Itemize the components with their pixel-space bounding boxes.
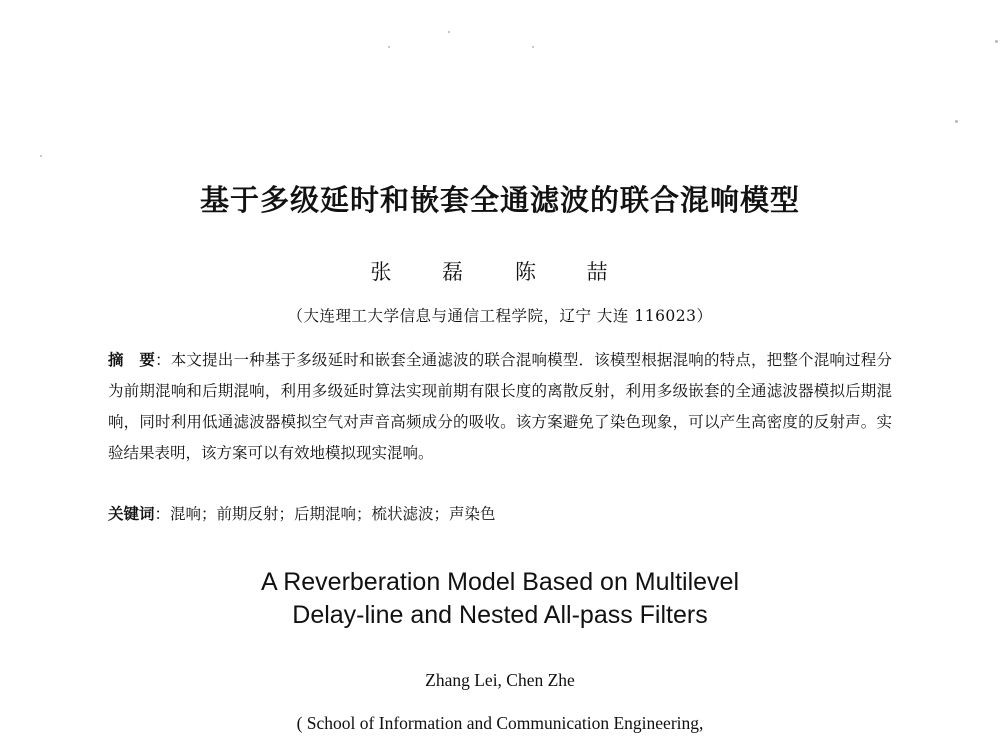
paper-title-cn: 基于多级延时和嵌套全通滤波的联合混响模型	[199, 183, 800, 217]
keywords-cn	[108, 499, 892, 530]
author-cn: 陈 喆	[515, 260, 630, 284]
scan-speck	[995, 40, 998, 43]
scan-speck	[40, 155, 42, 157]
abstract-text: 本文提出一种基于多级延时和嵌套全通滤波的联合混响模型．该模型根据混响的特点，把整个混响过程分为前期混响和后期混响，利用多级延时算法实现前期有限长度的离散反射，利用多级嵌套的全通滤波器模拟后期混响，同时利用低通滤波器模拟空气对声音高频成分的吸收。该方案避免了染色现象，可以产生高密度的反射声。实验结果表明，该方案可以有效地模拟现实混响。	[108, 351, 892, 462]
keywords-text: 混响；前期反射；后期混响；梳状滤波；声染色	[170, 505, 496, 523]
keywords-label: 关键词	[108, 505, 155, 523]
paper-title-en-line2: Delay-line and Nested All-pass Filters	[292, 601, 708, 629]
scan-speck	[532, 46, 534, 48]
author-cn: 张 磊	[370, 260, 485, 284]
affiliation-cn: （大连理工大学信息与通信工程学院，辽宁 大连 116023）	[287, 307, 713, 325]
abstract-label: 摘 要	[108, 351, 156, 369]
abstract-colon: ：	[155, 351, 171, 369]
scan-speck	[448, 31, 450, 33]
scan-speck	[955, 120, 958, 123]
abstract-cn	[108, 345, 892, 469]
affiliation-en: ( School of Information and Communication Engineering,	[296, 713, 704, 733]
paper-title-en	[0, 566, 1000, 632]
paper-title-en-line1: A Reverberation Model Based on Multilevel	[260, 568, 740, 596]
keywords-colon: ：	[154, 505, 171, 523]
authors-en: Zhang Lei, Chen Zhe	[425, 670, 575, 690]
authors-cn	[0, 256, 1000, 286]
scan-speck	[388, 46, 390, 48]
